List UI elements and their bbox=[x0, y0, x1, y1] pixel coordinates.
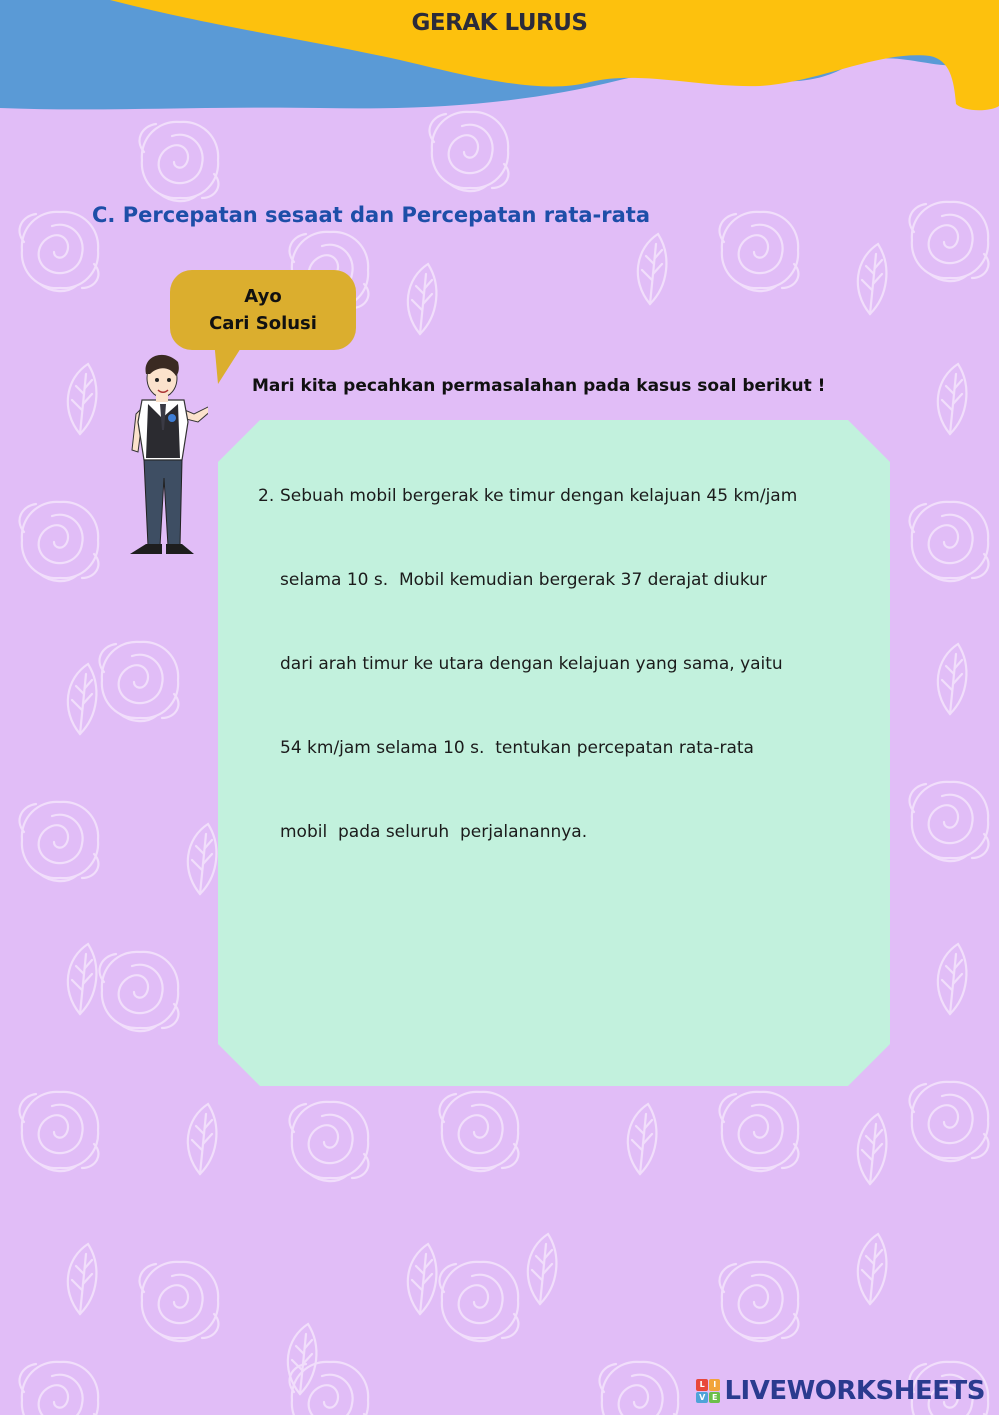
problem-number: 2. bbox=[258, 486, 275, 506]
section-heading: C. Percepatan sesaat dan Percepatan rata-rata bbox=[92, 203, 650, 227]
student-character-illustration bbox=[118, 352, 208, 564]
brand-mark-icon: L I V E bbox=[696, 1379, 720, 1403]
problem-line: selama 10 s. Mobil kemudian bergerak 37 derajat diukur bbox=[280, 570, 767, 590]
problem-line: mobil pada seluruh perjalanannya. bbox=[280, 822, 588, 842]
page-title: GERAK LURUS bbox=[411, 10, 588, 36]
problem-line: 54 km/jam selama 10 s. tentukan percepatan rata-rata bbox=[280, 738, 754, 758]
bubble-line-1: Ayo bbox=[244, 286, 282, 307]
instruction-text: Mari kita pecahkan permasalahan pada kasus soal berikut ! bbox=[252, 376, 826, 396]
problem-statement bbox=[258, 482, 868, 902]
brand-name: LIVEWORKSHEETS bbox=[724, 1376, 985, 1406]
problem-line: dari arah timur ke utara dengan kelajuan yang sama, yaitu bbox=[280, 654, 783, 674]
problem-line: Sebuah mobil bergerak ke timur dengan kelajuan 45 km/jam bbox=[280, 486, 798, 506]
speech-bubble bbox=[170, 270, 356, 350]
bubble-line-2: Cari Solusi bbox=[209, 313, 317, 334]
liveworksheets-logo bbox=[696, 1374, 985, 1408]
